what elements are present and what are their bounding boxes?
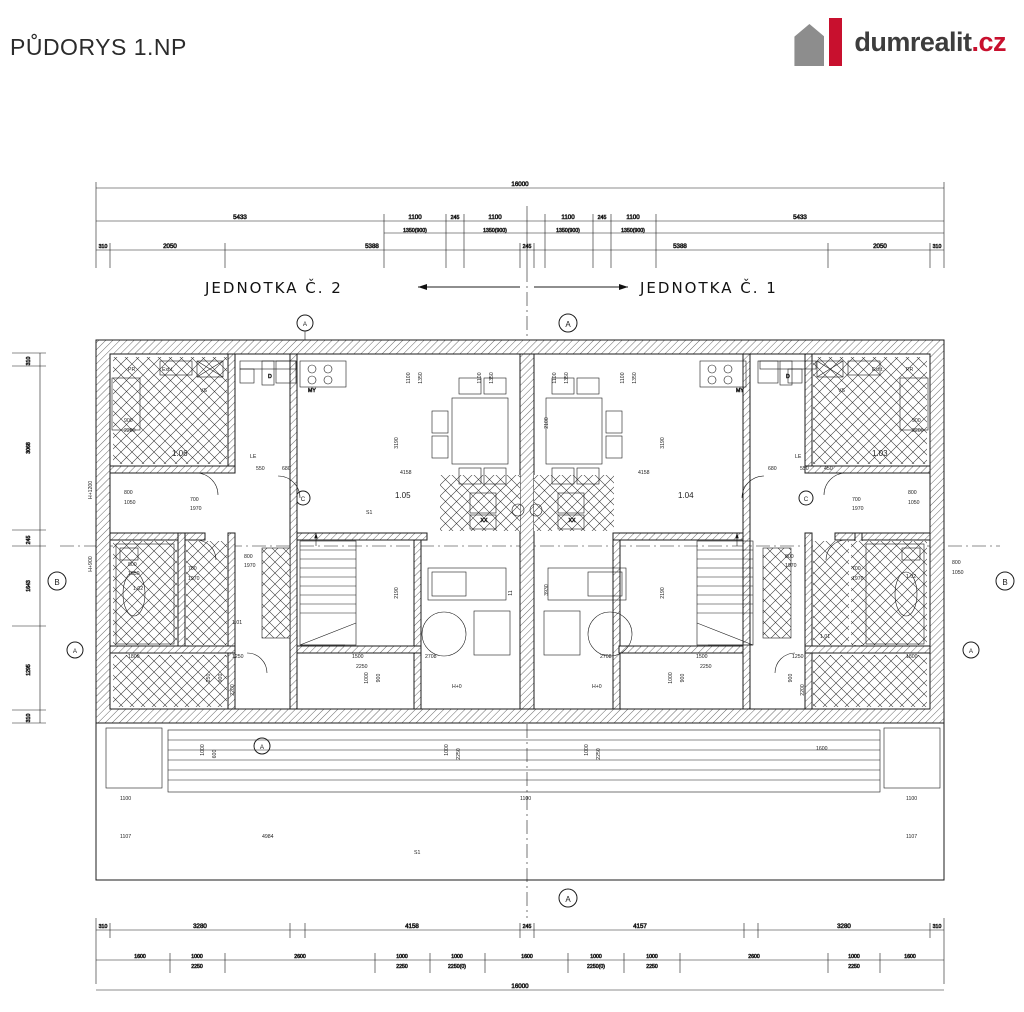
svg-text:MY: MY xyxy=(736,388,744,394)
svg-text:2250: 2250 xyxy=(646,964,658,970)
svg-text:800: 800 xyxy=(124,490,133,496)
svg-text:1100: 1100 xyxy=(120,796,132,802)
svg-text:310: 310 xyxy=(26,356,32,366)
svg-text:1970: 1970 xyxy=(244,563,256,569)
svg-text:2250: 2250 xyxy=(700,664,712,670)
svg-text:2190: 2190 xyxy=(394,587,400,599)
svg-text:1500: 1500 xyxy=(696,654,708,660)
svg-text:5433: 5433 xyxy=(233,214,247,221)
svg-text:900: 900 xyxy=(218,673,224,683)
svg-text:700: 700 xyxy=(852,497,861,503)
logo-realit: realit xyxy=(909,26,972,57)
svg-text:2250: 2250 xyxy=(596,748,602,760)
svg-text:D: D xyxy=(268,374,272,380)
svg-text:1107: 1107 xyxy=(906,834,918,840)
svg-text:1970: 1970 xyxy=(190,506,202,512)
svg-text:2250: 2250 xyxy=(396,964,408,970)
unit-label-right: JEDNOTKA Č. 1 xyxy=(640,279,778,297)
svg-text:310: 310 xyxy=(932,244,942,250)
bottom-dimension-chain xyxy=(96,918,944,990)
svg-text:1.01: 1.01 xyxy=(820,634,831,640)
svg-text:1100: 1100 xyxy=(620,372,626,384)
svg-text:310: 310 xyxy=(26,713,32,723)
svg-text:245: 245 xyxy=(522,244,532,250)
svg-text:S1: S1 xyxy=(366,510,373,516)
svg-text:5433: 5433 xyxy=(793,214,807,221)
svg-text:1600: 1600 xyxy=(521,954,533,960)
svg-text:4158: 4158 xyxy=(405,923,419,930)
svg-text:1000: 1000 xyxy=(451,954,463,960)
svg-text:H+0: H+0 xyxy=(592,684,602,690)
svg-text:2200: 2200 xyxy=(124,428,136,434)
svg-text:A: A xyxy=(968,648,974,655)
svg-text:1000: 1000 xyxy=(364,672,370,684)
svg-text:680: 680 xyxy=(282,466,291,472)
svg-text:800: 800 xyxy=(244,554,253,560)
unit-label-left: JEDNOTKA Č. 2 xyxy=(205,279,343,297)
svg-text:1350(900): 1350(900) xyxy=(621,228,645,234)
svg-text:VS: VS xyxy=(200,388,207,394)
svg-text:3280: 3280 xyxy=(837,923,851,930)
svg-text:H+1200: H+1200 xyxy=(88,480,94,500)
svg-text:2708: 2708 xyxy=(425,654,437,660)
top-dimension-chain xyxy=(96,181,944,268)
svg-text:2250: 2250 xyxy=(456,748,462,760)
svg-text:1350: 1350 xyxy=(632,372,638,384)
svg-text:310: 310 xyxy=(932,924,942,930)
svg-text:1000: 1000 xyxy=(590,954,602,960)
svg-text:A: A xyxy=(72,648,78,655)
svg-text:2250: 2250 xyxy=(356,664,368,670)
svg-text:1100: 1100 xyxy=(552,372,558,384)
svg-text:2200: 2200 xyxy=(230,684,236,696)
svg-text:1600: 1600 xyxy=(134,954,146,960)
svg-text:H+900: H+900 xyxy=(88,556,94,572)
svg-text:1100: 1100 xyxy=(406,372,412,384)
svg-text:2600: 2600 xyxy=(294,954,306,960)
svg-text:11: 11 xyxy=(508,590,514,596)
svg-text:1350(900): 1350(900) xyxy=(483,228,507,234)
svg-text:700: 700 xyxy=(190,497,199,503)
svg-text:D: D xyxy=(786,374,790,380)
svg-text:800: 800 xyxy=(908,490,917,496)
svg-text:900: 900 xyxy=(680,673,686,683)
svg-text:245: 245 xyxy=(26,535,32,545)
svg-text:1000: 1000 xyxy=(646,954,658,960)
svg-text:1100: 1100 xyxy=(906,796,918,802)
dumrealit-logo xyxy=(794,18,1006,66)
house-logo-icon xyxy=(794,18,846,66)
svg-text:VS: VS xyxy=(838,388,845,394)
svg-text:800: 800 xyxy=(952,560,961,566)
svg-text:3190: 3190 xyxy=(660,437,666,449)
svg-text:B: B xyxy=(1002,578,1008,587)
svg-text:4158: 4158 xyxy=(400,470,412,476)
svg-text:900: 900 xyxy=(376,673,382,683)
svg-text:1.04: 1.04 xyxy=(678,491,694,500)
svg-text:900: 900 xyxy=(788,673,794,683)
svg-text:C: C xyxy=(300,496,306,503)
svg-text:4157: 4157 xyxy=(633,923,647,930)
svg-text:1643: 1643 xyxy=(26,580,32,592)
page-title: PŮDORYS 1.NP xyxy=(10,34,187,60)
svg-text:A: A xyxy=(565,320,571,329)
svg-text:LE: LE xyxy=(795,454,802,460)
svg-text:700: 700 xyxy=(188,566,197,572)
svg-text:1970: 1970 xyxy=(785,563,797,569)
svg-text:2050: 2050 xyxy=(163,243,177,250)
left-dimension-chain xyxy=(12,353,46,723)
svg-text:1100: 1100 xyxy=(626,214,640,221)
svg-text:1050: 1050 xyxy=(128,571,140,577)
svg-text:1050: 1050 xyxy=(952,570,964,576)
svg-text:3190: 3190 xyxy=(394,437,400,449)
svg-text:1970: 1970 xyxy=(852,506,864,512)
svg-text:1800: 1800 xyxy=(128,654,140,660)
svg-text:310: 310 xyxy=(98,244,108,250)
svg-text:3068: 3068 xyxy=(26,442,32,454)
svg-text:450: 450 xyxy=(824,466,833,472)
svg-text:1350: 1350 xyxy=(418,372,424,384)
svg-text:H+0: H+0 xyxy=(452,684,462,690)
svg-text:1000: 1000 xyxy=(191,954,203,960)
svg-text:245: 245 xyxy=(522,924,532,930)
svg-text:B: B xyxy=(54,578,60,587)
svg-text:1250: 1250 xyxy=(232,654,244,660)
svg-text:1970: 1970 xyxy=(852,576,864,582)
svg-text:2250(0): 2250(0) xyxy=(587,964,605,970)
svg-text:4984: 4984 xyxy=(262,834,274,840)
svg-text:1350: 1350 xyxy=(564,372,570,384)
svg-text:245: 245 xyxy=(597,215,607,221)
svg-text:900: 900 xyxy=(124,418,133,424)
svg-text:A: A xyxy=(565,895,571,904)
svg-text:2190: 2190 xyxy=(660,587,666,599)
svg-text:550: 550 xyxy=(256,466,265,472)
svg-text:S1: S1 xyxy=(414,850,421,856)
svg-text:1600: 1600 xyxy=(816,746,828,752)
svg-text:250: 250 xyxy=(206,673,212,683)
svg-text:1295: 1295 xyxy=(26,664,32,676)
svg-text:2200: 2200 xyxy=(800,684,806,696)
svg-text:PR: PR xyxy=(128,367,136,373)
svg-text:1000: 1000 xyxy=(200,744,206,756)
svg-text:700: 700 xyxy=(852,566,861,572)
svg-text:LE: LE xyxy=(250,454,257,460)
svg-text:2100: 2100 xyxy=(544,417,550,429)
svg-text:1.01: 1.01 xyxy=(232,620,243,626)
svg-text:4158: 4158 xyxy=(638,470,650,476)
svg-text:1100: 1100 xyxy=(561,214,575,221)
svg-text:310: 310 xyxy=(98,924,108,930)
svg-text:1350: 1350 xyxy=(489,372,495,384)
svg-text:16000: 16000 xyxy=(511,181,529,188)
svg-text:1000: 1000 xyxy=(584,744,590,756)
svg-text:1350(900): 1350(900) xyxy=(403,228,427,234)
svg-text:2600: 2600 xyxy=(748,954,760,960)
svg-text:1970: 1970 xyxy=(188,576,200,582)
svg-text:2050: 2050 xyxy=(873,243,887,250)
svg-text:XX: XX xyxy=(480,518,488,524)
svg-text:1000: 1000 xyxy=(848,954,860,960)
svg-text:800: 800 xyxy=(785,554,794,560)
svg-text:680: 680 xyxy=(768,466,777,472)
svg-text:2708: 2708 xyxy=(600,654,612,660)
svg-text:1.06: 1.06 xyxy=(172,449,188,458)
logo-dum: dum xyxy=(854,26,910,57)
svg-text:Exf.t.: Exf.t. xyxy=(162,367,174,373)
svg-text:1050: 1050 xyxy=(908,500,920,506)
svg-text:3930: 3930 xyxy=(544,584,550,596)
svg-text:1050: 1050 xyxy=(124,500,136,506)
svg-text:3280: 3280 xyxy=(193,923,207,930)
svg-text:5388: 5388 xyxy=(673,243,687,250)
svg-text:2250: 2250 xyxy=(191,964,203,970)
svg-text:MY: MY xyxy=(308,388,316,394)
svg-text:1000: 1000 xyxy=(396,954,408,960)
svg-text:5388: 5388 xyxy=(365,243,379,250)
svg-text:1100: 1100 xyxy=(488,214,502,221)
svg-text:XX: XX xyxy=(568,518,576,524)
svg-text:600: 600 xyxy=(212,749,218,759)
svg-text:1800: 1800 xyxy=(906,654,918,660)
svg-text:Exf.t.: Exf.t. xyxy=(872,367,884,373)
svg-text:2200: 2200 xyxy=(912,428,924,434)
svg-text:1600: 1600 xyxy=(904,954,916,960)
svg-text:1350(900): 1350(900) xyxy=(556,228,580,234)
floor-plan-drawing xyxy=(0,78,1024,990)
svg-text:16000: 16000 xyxy=(511,983,529,990)
svg-text:1.05: 1.05 xyxy=(395,491,411,500)
svg-text:C: C xyxy=(803,496,809,503)
svg-text:900: 900 xyxy=(912,418,921,424)
svg-text:1.02: 1.02 xyxy=(133,586,144,592)
svg-text:1100: 1100 xyxy=(520,796,532,802)
logo-wordmark xyxy=(854,27,1006,58)
svg-text:PR: PR xyxy=(906,367,914,373)
svg-text:2250(0): 2250(0) xyxy=(448,964,466,970)
svg-text:1.03: 1.03 xyxy=(872,449,888,458)
svg-text:1100: 1100 xyxy=(477,372,483,384)
svg-text:A: A xyxy=(302,321,308,328)
svg-text:245: 245 xyxy=(450,215,460,221)
svg-text:1000: 1000 xyxy=(444,744,450,756)
unit-annotations xyxy=(204,278,778,297)
svg-text:1100: 1100 xyxy=(408,214,422,221)
svg-text:550: 550 xyxy=(800,466,809,472)
svg-text:1.02: 1.02 xyxy=(906,574,917,580)
svg-text:1000: 1000 xyxy=(668,672,674,684)
logo-cz: .cz xyxy=(971,26,1006,57)
svg-text:1500: 1500 xyxy=(352,654,364,660)
svg-text:2250: 2250 xyxy=(848,964,860,970)
svg-text:1107: 1107 xyxy=(120,834,132,840)
svg-text:800: 800 xyxy=(128,562,137,568)
svg-text:1250: 1250 xyxy=(792,654,804,660)
svg-text:A: A xyxy=(259,744,265,751)
